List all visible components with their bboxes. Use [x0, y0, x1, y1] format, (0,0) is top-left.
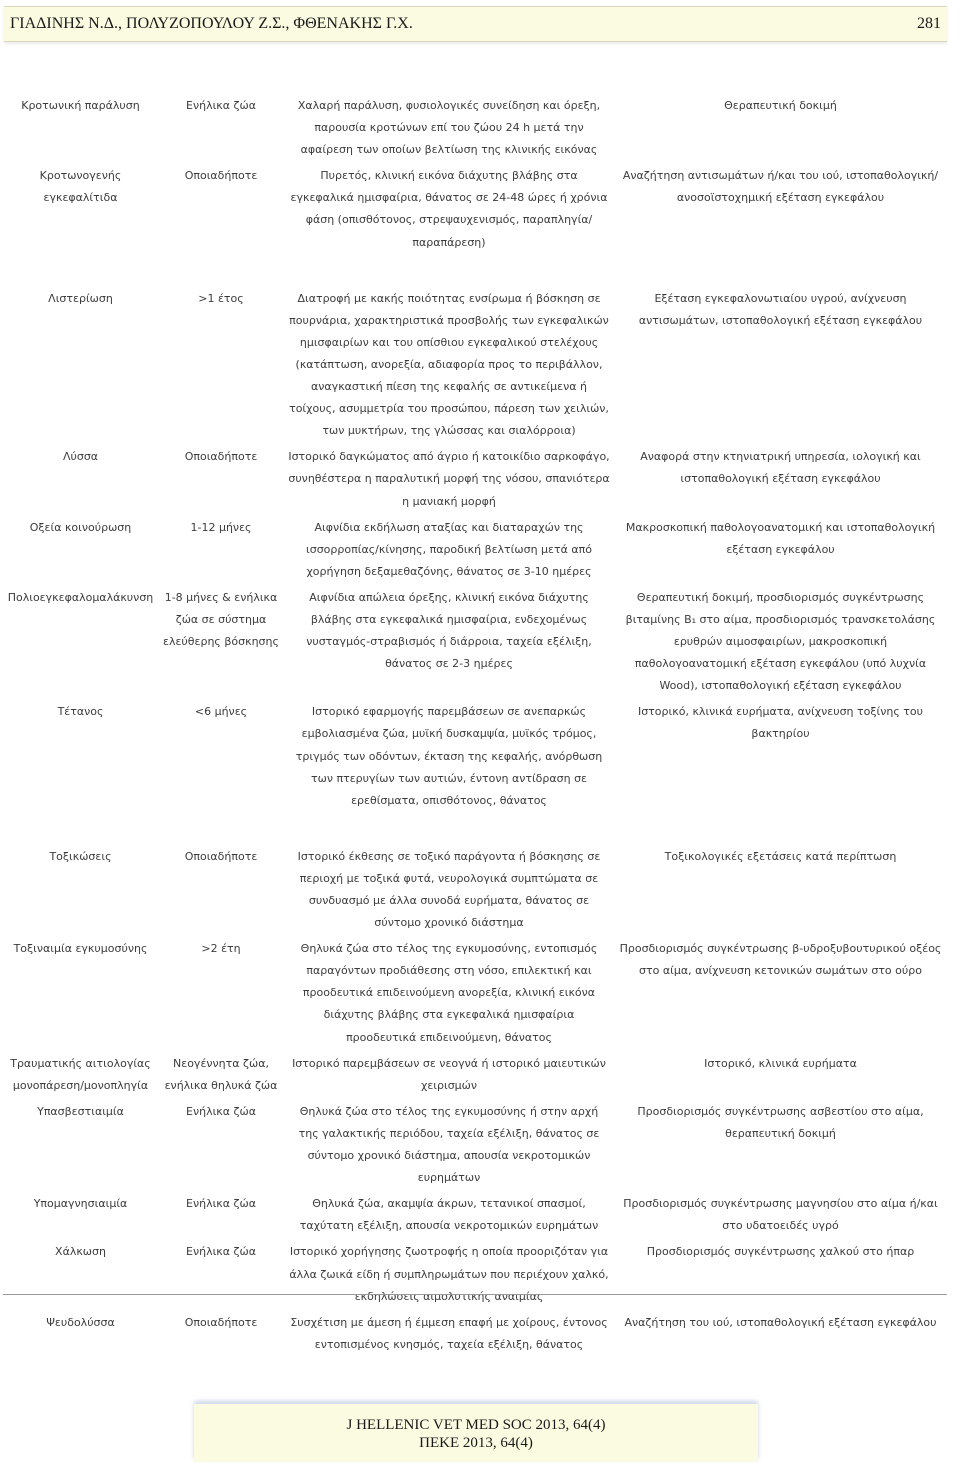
cell-age: >1 έτος	[198, 291, 244, 305]
cell-diagnosis: Ιστορικό, κλινικά ευρήματα, ανίχνευση τοξίνης του βακτηρίου	[637, 705, 924, 741]
cell-age: >2 έτη	[201, 942, 241, 956]
cell-disease: Τοξιναιμία εγκυμοσύνης	[13, 942, 148, 956]
cell-disease: Λιστερίωση	[48, 291, 113, 305]
cell-disease: Ψευδολύσσα	[46, 1315, 115, 1329]
table-row	[3, 444, 947, 514]
cell-diagnosis: Θεραπευτική δοκιμή	[724, 99, 837, 112]
cell-diagnosis: Αναφορά στην κτηνιατρική υπηρεσία, ιολογική και ιστοπαθολογική εξέταση εγκεφάλου	[640, 450, 921, 486]
cell-disease: Κροτωνική παράλυση	[21, 99, 140, 112]
cell-disease: Τραυματικής αιτιολογίας μονοπάρεση/μονοπληγία	[10, 1056, 151, 1092]
cell-diagnosis: Αναζήτηση του ιού, ιστοπαθολογική εξέταση εγκεφάλου	[624, 1315, 937, 1329]
header-authors: ΓΙΑΔΙΝΗΣ Ν.Δ., ΠΟΛΥΖΟΠΟΥΛΟΥ Ζ.Σ., ΦΘΕΝΑΚΗΣ Γ.Χ.	[10, 15, 413, 32]
cell-diagnosis: Μακροσκοπική παθολογοανατομική και ιστοπαθολογική εξέταση εγκεφάλου	[625, 520, 936, 556]
table-row	[3, 1099, 947, 1191]
cell-findings: Ιστορικό παρεμβάσεων σε νεογνά ή ιστορικό μαιευτικών χειρισμών	[292, 1056, 606, 1092]
differential-diagnosis-table	[3, 93, 947, 1358]
running-header	[4, 6, 947, 42]
cell-findings: Συσχέτιση με άμεση ή έμμεση επαφή με χοίρους, έντονος εντοπισμένος κνησμός, ταχεία εξέλιξη, θάνατος	[290, 1315, 608, 1351]
cell-diagnosis: Θεραπευτική δοκιμή, προσδιορισμός συγκέντρωσης βιταμίνης B₁ στο αίμα, προσδιορισμός τρανσκετολάσης ερυθρών αιμοσφαιρίων, μακροσκοπική παθολογοανατομική εξέταση εγκεφάλου (υπό λυχνία Wood), ιστοπαθολογική εξέταση εγκεφάλου	[625, 590, 936, 693]
cell-findings: Χαλαρή παράλυση, φυσιολογικές συνείδηση και όρεξη, παρουσία κροτώνων επί του ζώου 24 h μετά την αφαίρεση των οποίων βελτίωση της κλινικής εικόνας	[297, 99, 601, 157]
table-row	[3, 936, 947, 1050]
cell-disease: Τοξικώσεις	[49, 849, 112, 863]
cell-findings: Αιφνίδια εκδήλωση αταξίας και διαταραχών της ισσορροπίας/κίνησης, παροδική βελτίωση μετά από χορήγηση δεξαμεθαζόνης, θάνατος σε 3-10 ημέρες	[306, 520, 592, 578]
table-row	[3, 1310, 947, 1358]
cell-disease: Κροτωνογενής εγκεφαλίτιδα	[39, 169, 122, 205]
footer-journal-en: J HELLENIC VET MED SOC 2013, 64(4)	[346, 1417, 606, 1433]
table-row	[3, 163, 947, 255]
cell-findings: Διατροφή με κακής ποιότητας ενσίρωμα ή βόσκηση σε πουρνάρια, χαρακτηριστικά προσβολής των εγκεφαλικών ημισφαιρίων και του οπίσθιου εγκεφαλικού στελέχους (κατάπτωση, ανορεξία, αδιαφορία προς το περιβάλλον, αναγκαστική πίεση της κεφαλής σε αντικείμενα ή τοίχους, ασυμμετρία του προσώπου, πάρεση των χειλιών, των μυκτήρων, της γλώσσας και σιαλόρροια)	[289, 291, 609, 438]
table-row	[3, 1051, 947, 1099]
cell-age: Οποιαδήποτε	[184, 169, 258, 183]
cell-findings: Ιστορικό έκθεσης σε τοξικό παράγοντα ή βόσκησης σε περιοχή με τοξικά φυτά, νευρολογικά συμπτώματα σε συνδυασμό με άλλα συνοδά ευρήματα, θάνατος σε σύντομο χρονικό διάστημα	[297, 849, 601, 930]
cell-age: Νεογέννητα ζώα, ενήλικα θηλυκά ζώα	[164, 1056, 278, 1092]
cell-diagnosis: Προσδιορισμός συγκέντρωσης μαγνησίου στο αίμα ή/και στο υδατοειδές υγρό	[623, 1197, 938, 1233]
cell-disease: Υπασβεστιαιμία	[37, 1104, 124, 1118]
cell-diagnosis: Τοξικολογικές εξετάσεις κατά περίπτωση	[664, 849, 897, 863]
row-spacer	[3, 814, 947, 844]
cell-age: Ενήλικα ζώα	[186, 1245, 256, 1259]
cell-disease: Χάλκωση	[55, 1245, 106, 1259]
table-row	[3, 844, 947, 936]
cell-disease: Λύσσα	[62, 450, 99, 464]
cell-diagnosis: Εξέταση εγκεφαλονωτιαίου υγρού, ανίχνευση αντισωμάτων, ιστοπαθολογική εξέταση εγκεφάλου	[638, 291, 923, 327]
table-row	[3, 515, 947, 585]
cell-disease: Υπομαγνησιαιμία	[33, 1197, 128, 1211]
row-spacer-cell	[3, 814, 947, 844]
journal-footer	[194, 1404, 758, 1462]
cell-findings: Αιφνίδια απώλεια όρεξης, κλινική εικόνα διάχυτης βλάβης στα εγκεφαλικά ημισφαίρια, ενδεχομένως νυσταγμός-στραβισμός ή διάρροια, ταχεία εξέλιξη, θάνατος σε 2-3 ημέρες	[306, 590, 592, 671]
cell-age: Ενήλικα ζώα	[186, 1104, 256, 1118]
cell-age: Οποιαδήποτε	[184, 1315, 258, 1329]
table-body	[3, 93, 947, 1358]
cell-findings: Θηλυκά ζώα στο τέλος της εγκυμοσύνης, εντοπισμός παραγόντων προδιάθεσης στη νόσο, επιλεκτική και προοδευτικά επιδεινούμενη ανορεξία, κλινική εικόνα διάχυτης βλάβης στα εγκεφαλικά ημισφαίρια προοδευτικά επιδεινούμενη, θάνατος	[300, 942, 598, 1044]
cell-findings: Ιστορικό εφαρμογής παρεμβάσεων σε ανεπαρκώς εμβολιασμένα ζώα, μυϊκή δυσκαμψία, μυϊκός τρόμος, τριγμός των οδόντων, έκταση της κεφαλής, ανόρθωση των πτερυγίων των αυτιών, έντονη αντίδραση σε ερεθίσματα, οπισθότονος, θάνατος	[295, 705, 603, 807]
table-row	[3, 699, 947, 813]
cell-disease: Πολιοεγκεφαλομαλάκυνση	[7, 590, 154, 604]
row-spacer	[3, 256, 947, 286]
cell-diagnosis: Προσδιορισμός συγκέντρωσης χαλκού στο ήπαρ	[646, 1245, 915, 1259]
cell-age: Ενήλικα ζώα	[186, 99, 256, 112]
row-spacer-cell	[3, 256, 947, 286]
table-row	[3, 1239, 947, 1309]
cell-diagnosis: Προσδιορισμός συγκέντρωσης β-υδροξυβουτυρικού οξέος στο αίμα, ανίχνευση κετονικών σωμάτων στο ούρο	[619, 942, 942, 978]
table-row	[3, 1191, 947, 1239]
cell-findings: Ιστορικό δαγκώματος από άγριο ή κατοικίδιο σαρκοφάγο, συνηθέστερα η παραλυτική μορφή της νόσου, σπανιότερα η μανιακή μορφή	[288, 450, 610, 508]
cell-disease: Οξεία κοινούρωση	[29, 520, 132, 534]
table-row	[3, 585, 947, 699]
cell-findings: Πυρετός, κλινική εικόνα διάχυτης βλάβης στα εγκεφαλικά ημισφαίρια, θάνατος σε 24-48 ώρες ή χρόνια φάση (οπισθότονος, στρεψαυχενισμός, παραπληγία/παραπάρεση)	[290, 169, 608, 249]
table-bottom-rule	[3, 1294, 947, 1295]
cell-diagnosis: Ιστορικό, κλινικά ευρήματα	[704, 1056, 857, 1070]
page-number: 281	[917, 15, 941, 32]
table-row	[3, 286, 947, 445]
cell-findings: Θηλυκά ζώα στο τέλος της εγκυμοσύνης ή στην αρχή της γαλακτικής περιόδου, ταχεία εξέλιξη, θάνατος σε σύντομο χρονικό διάστημα, απουσία νεκροτομικών ευρημάτων	[298, 1104, 600, 1185]
cell-age: 1-8 μήνες & ενήλικα ζώα σε σύστημα ελεύθερης βόσκησης	[163, 590, 279, 649]
cell-diagnosis: Προσδιορισμός συγκέντρωσης ασβεστίου στο αίμα, θεραπευτική δοκιμή	[637, 1104, 924, 1140]
cell-findings: Ιστορικό χορήγησης ζωοτροφής η οποία προοριζόταν για άλλα ζωικά είδη ή συμπληρωμάτων που περιέχουν χαλκό, εκδηλώσεις αιμολυτικής αναιμίας	[289, 1245, 609, 1303]
cell-diagnosis: Αναζήτηση αντισωμάτων ή/και του ιού, ιστοπαθολογική/ανοσοϊστοχημική εξέταση εγκεφάλου	[622, 169, 939, 205]
disease-table-wrap	[3, 93, 947, 1358]
cell-age: Οποιαδήποτε	[184, 849, 258, 863]
footer-journal-gr: ΠΕΚΕ 2013, 64(4)	[419, 1435, 533, 1451]
cell-age: Οποιαδήποτε	[184, 450, 258, 464]
cell-findings: Θηλυκά ζώα, ακαμψία άκρων, τετανικοί σπασμοί, ταχύτατη εξέλιξη, απουσία νεκροτομικών ευρημάτων	[299, 1197, 599, 1233]
cell-age: <6 μήνες	[194, 705, 248, 719]
cell-disease: Τέτανος	[57, 705, 104, 719]
table-row	[3, 93, 947, 163]
cell-age: Ενήλικα ζώα	[186, 1197, 256, 1211]
cell-age: 1-12 μήνες	[190, 520, 252, 534]
